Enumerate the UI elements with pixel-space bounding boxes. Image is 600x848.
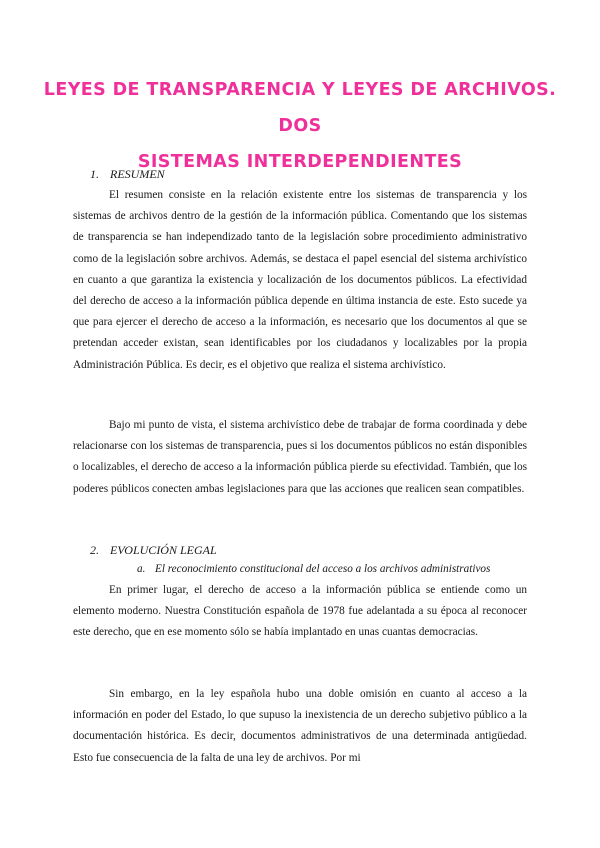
paragraph-resumen-2: Bajo mi punto de vista, el sistema archivístico debe de trabajar de forma coordinada y debe relacionarse con los sistemas de transparencia, pues si los documentos públicos no están disponibles o localizables, el derecho de acceso a la información pública pierde su efectividad. También, que los poderes públicos conecten ambas legislaciones para que las acciones que realicen sean compatibles.	[73, 419, 527, 495]
subsection-heading	[137, 561, 490, 577]
section-heading-resumen	[90, 166, 165, 182]
title-line-2: SISTEMAS INTERDEPENDIENTES	[137, 152, 463, 172]
section-number: 1.	[90, 167, 99, 181]
section-title: EVOLUCIÓN LEGAL	[110, 543, 217, 557]
subsection-letter: a.	[137, 563, 146, 575]
section-heading-evolucion-legal	[90, 542, 217, 558]
document-title	[40, 72, 560, 180]
paragraph-evolucion-2: Sin embargo, en la ley española hubo una doble omisión en cuanto al acceso a la información en poder del Estado, lo que supuso la inexistencia de un derecho subjetivo público a la documentación histórica. Es decir, documentos administrativos de una determinada antigüedad. Esto fue consecuencia de la falta de una ley de archivos. Por mi	[73, 688, 527, 764]
paragraph-resumen-1: El resumen consiste en la relación existente entre los sistemas de transparencia y los sistemas de archivos dentro de la gestión de la información pública. Comentando que los sistemas de transparencia se han independizado tanto de la legislación sobre procedimiento administrativo como de la legislación sobre archivos. Además, se destaca el papel esencial del sistema archivístico en cuanto a que garantiza la existencia y localización de los documentos públicos. La efectividad del derecho de acceso a la información pública depende en última instancia de este. Esto sucede ya que para ejercer el derecho de acceso a la información, es necesario que los documentos al que se pretendan acceder existan, sean identificables por los ciudadanos y localizables por la propia Administración Pública. Es decir, es el objetivo que realiza el sistema archivístico.	[73, 189, 527, 371]
section-number: 2.	[90, 543, 99, 557]
section-title: RESUMEN	[110, 167, 165, 181]
paragraph-evolucion-1: En primer lugar, el derecho de acceso a la información pública se entiende como un elemento moderno. Nuestra Constitución española de 1978 fue adelantada a su época al reconocer este derecho, que en ese momento sólo se había implantado en unas cuantas democracias.	[73, 584, 527, 639]
title-line-1: LEYES DE TRANSPARENCIA Y LEYES DE ARCHIVOS. DOS	[43, 80, 557, 136]
subsection-title: El reconocimiento constitucional del acceso a los archivos administrativos	[155, 563, 491, 575]
